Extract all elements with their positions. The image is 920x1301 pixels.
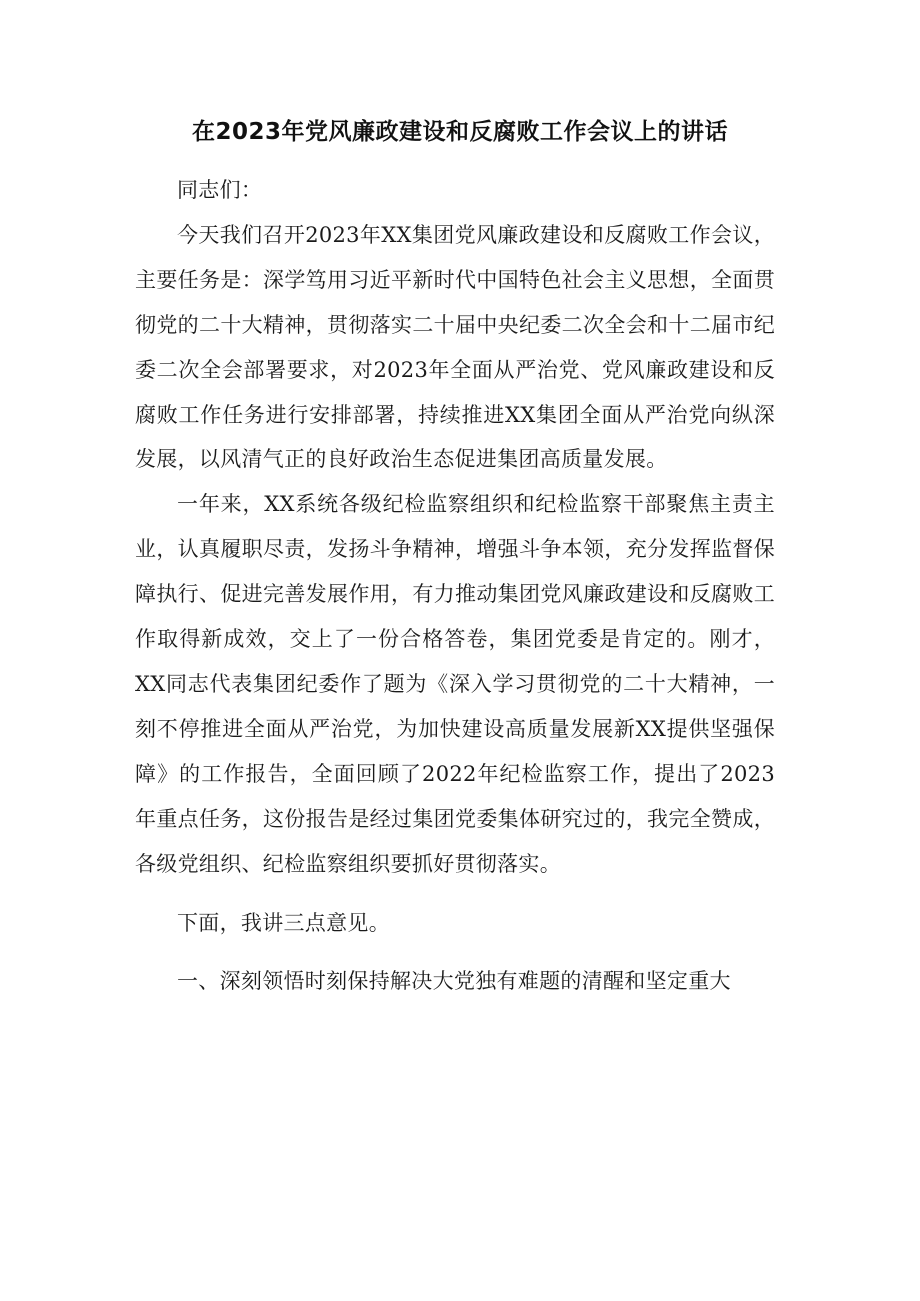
intro-paragraph: 今天我们召开2023年XX集团党风廉政建设和反腐败工作会议，主要任务是：深学笃用习近平新时代中国特色社会主义思想，全面贯彻党的二十大精神，贯彻落实二十届中央纪委二次全会和十二届市纪委二次全会部署要求，对2023年全面从严治党、党风廉政建设和反腐败工作任务进行安排部署，持续推进XX集团全面从严治党向纵深发展，以风清气正的良好政治生态促进集团高质量发展。 [135,222,775,472]
section-heading: 一、深刻领悟时刻保持解决大党独有难题的清醒和坚定重大 [177,969,731,994]
transition-paragraph: 下面，我讲三点意见。 [177,910,390,935]
document-title: 在2023年党风廉政建设和反腐败工作会议上的讲话 [191,119,728,145]
document-body [135,168,775,1004]
review-paragraph: 一年来，XX系统各级纪检监察组织和纪检监察干部聚焦主责主业，认真履职尽责，发扬斗争精神，增强斗争本领，充分发挥监督保障执行、促进完善发展作用，有力推动集团党风廉政建设和反腐败工作取得新成效，交上了一份合格答卷，集团党委是肯定的。刚才，XX同志代表集团纪委作了题为《深入学习贯彻党的二十大精神，一刻不停推进全面从严治党，为加快建设高质量发展新XX提供坚强保障》的工作报告，全面回顾了2022年纪检监察工作，提出了2023年重点任务，这份报告是经过集团党委集体研究过的，我完全赞成，各级党组织、纪检监察组织要抓好贯彻落实。 [135,492,775,876]
salutation-paragraph: 同志们： [177,178,263,202]
